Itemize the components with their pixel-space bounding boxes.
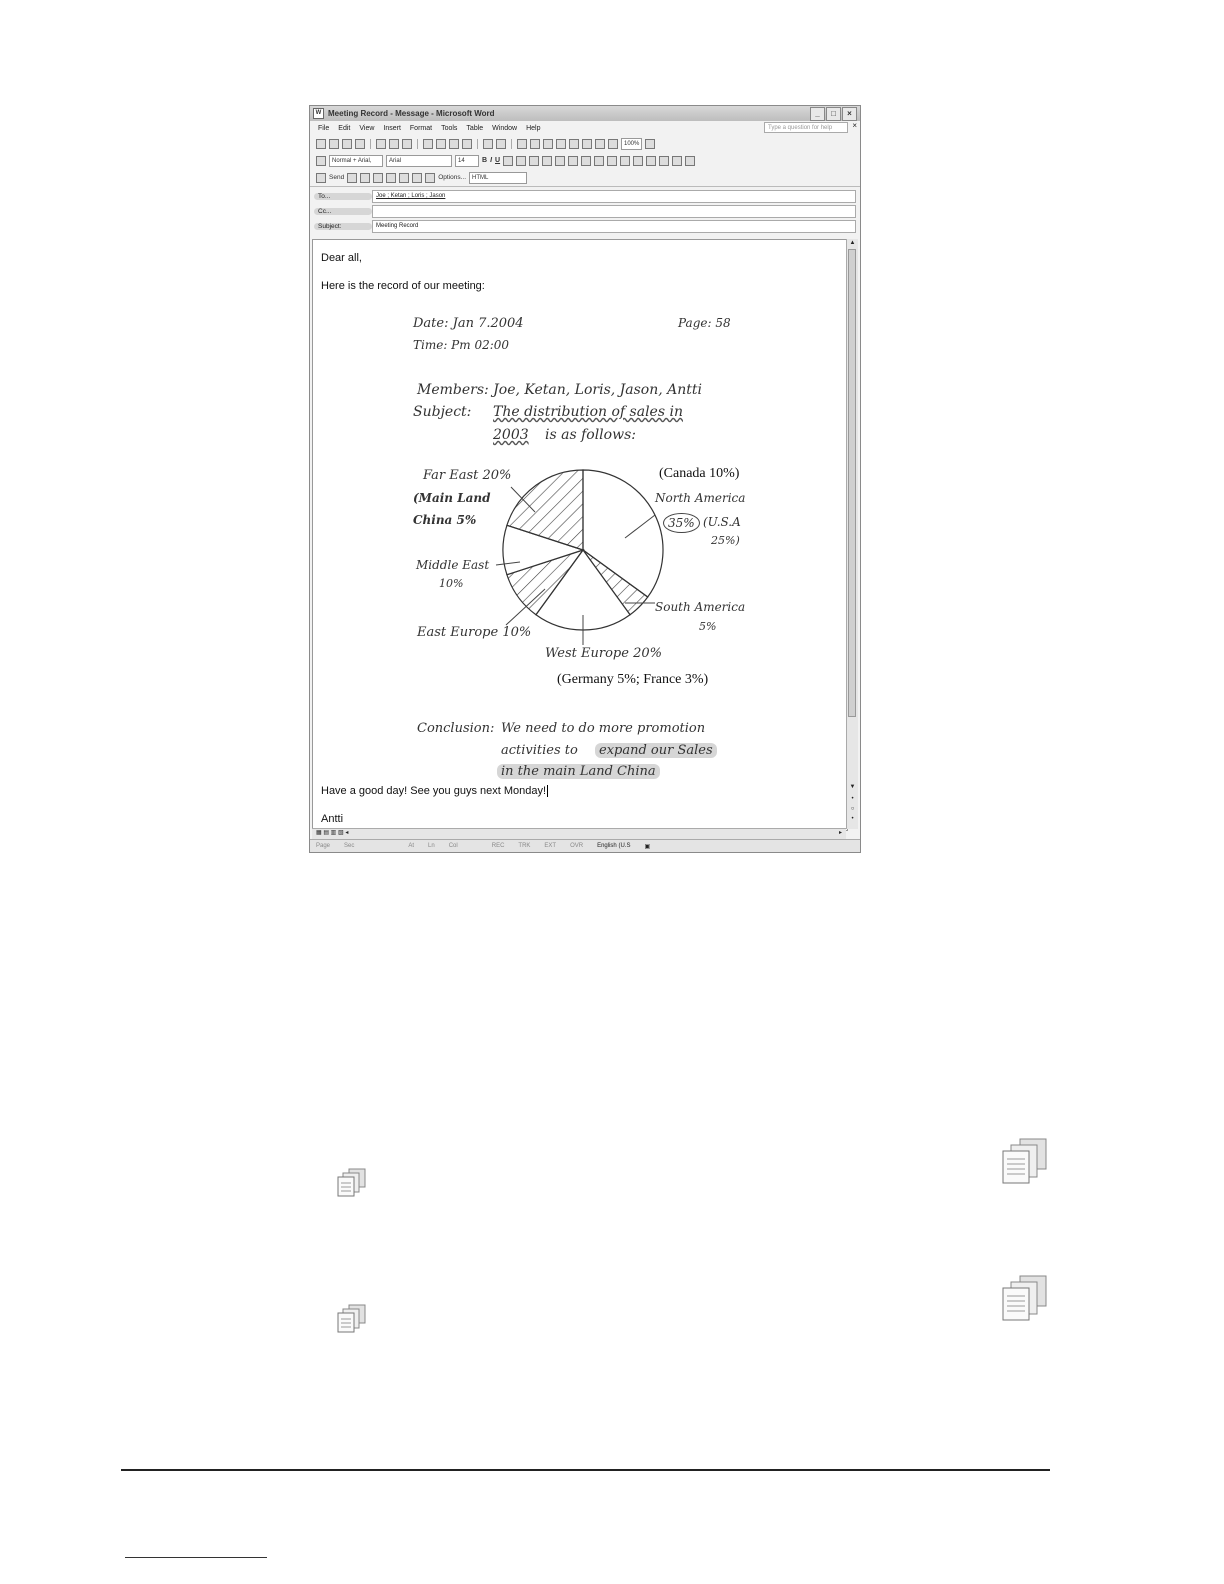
font-size-select[interactable]: 14 xyxy=(455,155,479,167)
line-spacing-icon[interactable] xyxy=(568,156,578,166)
format-painter-icon[interactable] xyxy=(462,139,472,149)
menu-help[interactable]: Help xyxy=(526,124,541,132)
select-browse-object-icon[interactable]: ○ xyxy=(850,806,855,812)
print-preview-icon[interactable] xyxy=(389,139,399,149)
label-germany-france: (Germany 5%; France 3%) xyxy=(557,672,709,687)
note-subject-label: Subject: xyxy=(413,404,472,420)
note-conclusion-line1: We need to do more promotion xyxy=(501,721,706,736)
save-icon[interactable] xyxy=(342,139,352,149)
print-icon[interactable] xyxy=(376,139,386,149)
border-icon[interactable] xyxy=(659,156,669,166)
standard-toolbar xyxy=(310,135,860,152)
excel-icon[interactable] xyxy=(556,139,566,149)
spelling-status-icon: ▣ xyxy=(644,843,651,850)
align-center-icon[interactable] xyxy=(516,156,526,166)
message-headers xyxy=(310,186,860,236)
scroll-thumb[interactable] xyxy=(848,249,856,717)
vertical-scrollbar[interactable] xyxy=(846,239,858,829)
note-subject-line1: The distribution of sales in xyxy=(493,404,683,420)
subject-row xyxy=(314,219,856,234)
font-color-icon[interactable] xyxy=(685,156,695,166)
label-east-europe: East Europe 10% xyxy=(417,625,532,640)
align-right-icon[interactable] xyxy=(529,156,539,166)
menu-insert[interactable]: Insert xyxy=(383,124,401,132)
note-time: Time: Pm 02:00 xyxy=(413,338,510,352)
window-title: Meeting Record - Message - Microsoft Word xyxy=(328,109,495,118)
menu-edit[interactable]: Edit xyxy=(338,124,351,132)
status-page: Page xyxy=(316,843,331,849)
label-north-america-pct: 35% xyxy=(663,513,700,533)
align-left-icon[interactable] xyxy=(503,156,513,166)
insert-table-icon[interactable] xyxy=(543,139,553,149)
hyperlink-icon[interactable] xyxy=(517,139,527,149)
email-toolbar xyxy=(310,169,860,186)
toolbar-separator xyxy=(477,139,478,149)
greeting-text: Dear all, xyxy=(321,252,362,264)
help-icon[interactable] xyxy=(645,139,655,149)
to-row xyxy=(314,189,856,204)
paste-icon[interactable] xyxy=(449,139,459,149)
redo-icon[interactable] xyxy=(496,139,506,149)
font-select[interactable]: Arial xyxy=(386,155,452,167)
toolbar-separator xyxy=(417,139,418,149)
styles-icon[interactable] xyxy=(316,156,326,166)
document-stack-icon xyxy=(1000,1274,1050,1322)
note-date: Date: Jan 7.2004 xyxy=(413,316,524,331)
columns-icon[interactable] xyxy=(569,139,579,149)
label-west-europe: West Europe 20% xyxy=(545,646,662,661)
increase-indent-icon[interactable] xyxy=(646,156,656,166)
note-members: Members: Joe, Ketan, Loris, Jason, Antti xyxy=(417,382,702,398)
document-stack-icon xyxy=(1000,1137,1050,1185)
scroll-up-icon[interactable]: ▲ xyxy=(849,240,856,246)
status-sec: Sec xyxy=(344,843,355,849)
view-buttons-icon[interactable]: ▦ ▤ ▥ ▧ ◂ xyxy=(316,830,349,836)
ltr-icon[interactable] xyxy=(581,156,591,166)
note-subject-year: 2003 xyxy=(493,427,529,443)
title-bar xyxy=(310,106,860,121)
horizontal-scrollbar[interactable] xyxy=(312,828,846,839)
document-stack-icon xyxy=(336,1168,368,1198)
undo-icon[interactable] xyxy=(483,139,493,149)
note-conclusion-highlight2: in the main Land China xyxy=(497,764,660,779)
italic-button[interactable]: I xyxy=(490,157,493,164)
cc-row xyxy=(314,204,856,219)
send-button[interactable]: Send xyxy=(329,174,345,181)
toolbar-separator xyxy=(511,139,512,149)
zoom-select[interactable]: 100% xyxy=(621,138,642,150)
status-ovr[interactable]: OVR xyxy=(570,843,584,849)
word-window xyxy=(309,105,861,853)
decrease-indent-icon[interactable] xyxy=(633,156,643,166)
status-rec[interactable]: REC xyxy=(491,843,505,849)
label-far-east: Far East 20% xyxy=(423,468,512,483)
close-button[interactable]: × xyxy=(842,107,857,121)
new-icon[interactable] xyxy=(316,139,326,149)
to-field[interactable]: Joe ; Ketan ; Loris ; Jason xyxy=(372,190,856,203)
formatting-toolbar xyxy=(310,152,860,169)
app-icon: W xyxy=(313,108,324,119)
close-document-button[interactable]: × xyxy=(852,121,857,130)
menu-table[interactable]: Table xyxy=(466,124,484,132)
bold-button[interactable]: B xyxy=(482,157,488,164)
menu-bar xyxy=(310,121,860,135)
bullets-icon[interactable] xyxy=(620,156,630,166)
status-bar xyxy=(310,839,860,852)
minimize-button[interactable]: _ xyxy=(810,107,825,121)
cut-icon[interactable] xyxy=(423,139,433,149)
label-middle-east: Middle East xyxy=(416,558,490,572)
menu-tools[interactable]: Tools xyxy=(441,124,458,132)
send-icon[interactable] xyxy=(316,173,326,183)
importance-high-icon[interactable] xyxy=(386,173,396,183)
drawing-icon[interactable] xyxy=(582,139,592,149)
attach-icon[interactable] xyxy=(347,173,357,183)
menu-file[interactable]: File xyxy=(318,124,330,132)
message-format-select[interactable]: HTML xyxy=(469,172,527,184)
label-south-america: South America xyxy=(655,600,746,614)
document-stack-icon xyxy=(336,1304,368,1334)
to-button[interactable]: To... xyxy=(314,193,372,200)
address-book-icon[interactable] xyxy=(360,173,370,183)
importance-low-icon[interactable] xyxy=(399,173,409,183)
status-trk[interactable]: TRK xyxy=(518,843,531,849)
label-usa: (U.S.A xyxy=(703,515,741,529)
footnote-divider xyxy=(125,1557,267,1558)
signature-text: Antti xyxy=(321,813,344,825)
rtl-icon[interactable] xyxy=(594,156,604,166)
previous-page-icon[interactable]: • xyxy=(851,796,854,802)
tables-icon[interactable] xyxy=(530,139,540,149)
note-page: Page: 58 xyxy=(678,316,731,330)
label-usa-pct: 25%) xyxy=(711,534,740,547)
open-icon[interactable] xyxy=(329,139,339,149)
maximize-button[interactable]: □ xyxy=(826,107,841,121)
cc-button[interactable]: Cc... xyxy=(314,208,372,215)
show-hide-icon[interactable] xyxy=(608,139,618,149)
highlight-icon[interactable] xyxy=(672,156,682,166)
scroll-right-icon[interactable]: ▸ xyxy=(838,830,842,836)
subject-field[interactable]: Meeting Record xyxy=(372,220,856,233)
status-ext[interactable]: EXT xyxy=(544,843,557,849)
document-map-icon[interactable] xyxy=(595,139,605,149)
status-language: English (U.S xyxy=(597,843,631,849)
label-main-land: (Main Land xyxy=(413,491,491,505)
intro-text: Here is the record of our meeting: xyxy=(321,280,485,292)
options-button[interactable]: Options... xyxy=(438,174,467,181)
copy-icon[interactable] xyxy=(436,139,446,149)
next-page-icon[interactable]: • xyxy=(851,816,854,822)
justify-icon[interactable] xyxy=(542,156,552,166)
scroll-down-icon[interactable]: ▼ xyxy=(849,784,856,790)
page-divider xyxy=(121,1469,1050,1471)
status-col: Col xyxy=(448,843,458,849)
note-subject-line2: is as follows: xyxy=(545,427,636,443)
subject-label: Subject: xyxy=(314,223,372,230)
note-conclusion-highlight1: expand our Sales xyxy=(595,743,717,758)
spelling-icon[interactable] xyxy=(402,139,412,149)
menu-view[interactable]: View xyxy=(359,124,375,132)
flag-icon[interactable] xyxy=(412,173,422,183)
cc-field[interactable] xyxy=(372,205,856,218)
label-middle-east-pct: 10% xyxy=(439,577,464,590)
menu-format[interactable]: Format xyxy=(409,124,433,132)
status-at: At xyxy=(408,843,415,849)
label-south-america-pct: 5% xyxy=(699,620,717,633)
message-body[interactable] xyxy=(312,239,848,831)
underline-button[interactable]: U xyxy=(495,157,501,164)
numbering-icon[interactable] xyxy=(607,156,617,166)
menu-window[interactable]: Window xyxy=(492,124,518,132)
check-names-icon[interactable] xyxy=(373,173,383,183)
distributed-icon[interactable] xyxy=(555,156,565,166)
style-select[interactable]: Normal + Arial, xyxy=(329,155,383,167)
status-ln: Ln xyxy=(428,843,435,849)
options-icon[interactable] xyxy=(425,173,435,183)
toolbar-separator xyxy=(370,139,371,149)
label-north-america: North America xyxy=(655,491,746,505)
label-china: China 5% xyxy=(413,513,477,527)
note-conclusion-label: Conclusion: xyxy=(417,721,495,736)
closing-text: Have a good day! See you guys next Monday! xyxy=(321,785,547,797)
permission-icon[interactable] xyxy=(355,139,365,149)
label-canada: (Canada 10%) xyxy=(659,466,740,481)
help-search-input[interactable]: Type a question for help xyxy=(764,122,848,133)
note-conclusion-line2: activities to xyxy=(501,743,578,758)
